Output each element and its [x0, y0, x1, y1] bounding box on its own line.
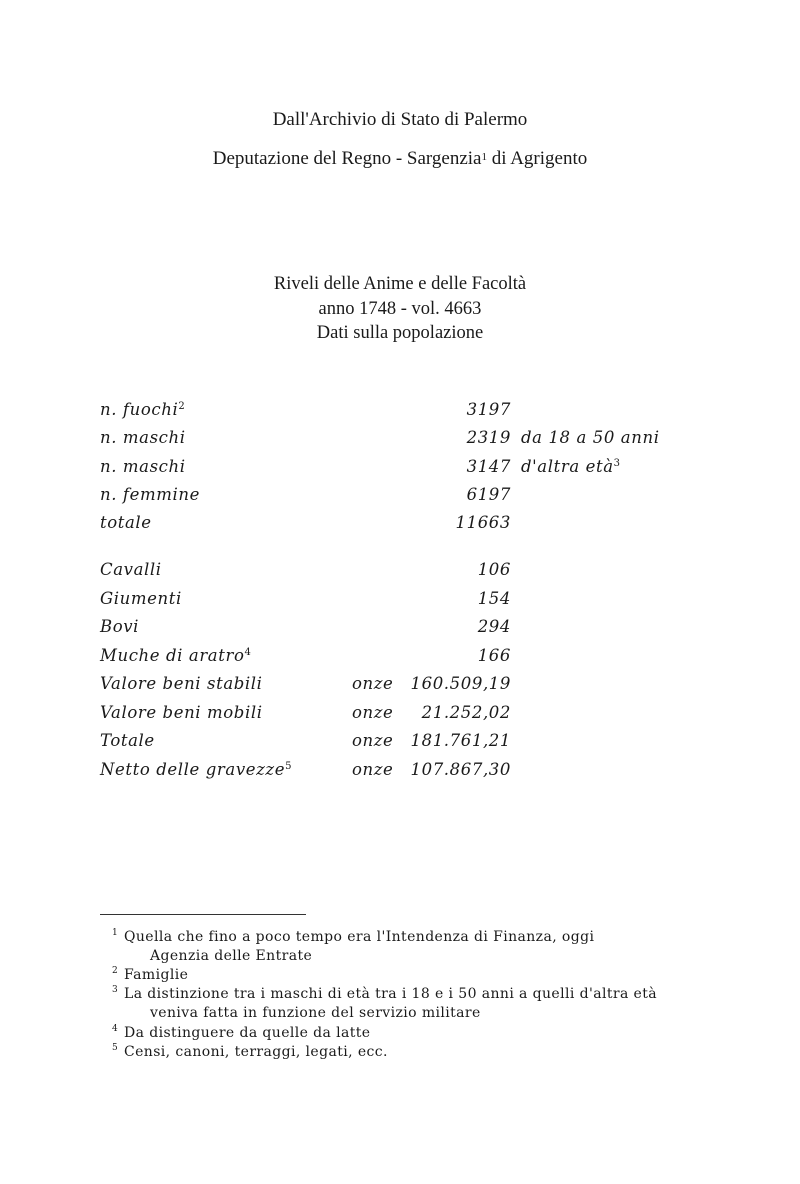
- row-label-text: Cavalli: [100, 560, 162, 579]
- row-note-text: da 18 a 50 anni: [521, 428, 660, 447]
- table-row: [0, 397, 800, 423]
- footnote-text: Famiglie: [124, 967, 189, 983]
- row-currency: onze: [352, 674, 394, 693]
- row-value: 21.252,02: [421, 703, 511, 722]
- row-label-text: n. fuochi: [100, 400, 179, 419]
- section-year: anno 1748 - vol. 4663: [318, 298, 482, 319]
- footnote-divider: [100, 914, 306, 915]
- row-label: [100, 586, 182, 612]
- row-currency: onze: [352, 731, 394, 750]
- row-note: [521, 425, 660, 451]
- row-label-text: Valore beni mobili: [100, 703, 263, 722]
- section-title: Riveli delle Anime e delle Facoltà: [273, 274, 527, 294]
- row-value: 11663: [455, 513, 511, 532]
- archive-title: Dall'Archivio di Stato di Palermo: [272, 109, 528, 130]
- row-value: 6197: [466, 485, 511, 504]
- row-label: [100, 757, 292, 783]
- footnote-continuation: veniva fatta in funzione del servizio militare: [150, 1005, 481, 1021]
- row-note-text: d'altra età: [521, 457, 614, 476]
- row-value: 294: [477, 617, 511, 636]
- footnote-text: Da distinguere da quelle da latte: [124, 1025, 371, 1041]
- row-label-text: Totale: [100, 731, 155, 750]
- table-row: [0, 454, 800, 480]
- footnote-number: 5: [112, 1043, 119, 1053]
- footnote-continuation: Agenzia delle Entrate: [150, 948, 313, 964]
- footnote-ref: 5: [285, 761, 293, 772]
- table-row: [0, 557, 800, 583]
- footnote-ref: 4: [244, 647, 252, 658]
- row-value: 2319: [466, 428, 511, 447]
- table-row: [0, 510, 800, 536]
- row-label-text: n. femmine: [100, 485, 200, 504]
- deputation-title-text: Deputazione del Regno - Sargenzia: [212, 148, 482, 169]
- row-label-text: totale: [100, 513, 152, 532]
- table-row: [0, 728, 800, 754]
- row-label: [100, 728, 155, 754]
- row-label: [100, 557, 162, 583]
- row-label: [100, 454, 186, 480]
- row-currency: onze: [352, 760, 394, 779]
- row-label-text: Muche di aratro: [100, 646, 245, 665]
- row-value: 181.761,21: [410, 731, 511, 750]
- table-row: [0, 757, 800, 783]
- table-row: [0, 643, 800, 669]
- footnote-text: La distinzione tra i maschi di età tra i 18 e i 50 anni a quelli d'altra età: [124, 986, 657, 1002]
- row-value: 154: [477, 589, 511, 608]
- row-value: 3197: [466, 400, 511, 419]
- row-value: 160.509,19: [410, 674, 511, 693]
- table-row: [0, 586, 800, 612]
- row-value: 107.867,30: [410, 760, 511, 779]
- row-label: [100, 510, 152, 536]
- table-row: [0, 482, 800, 508]
- footnote-ref: 2: [178, 401, 186, 412]
- footnote-number: 3: [112, 985, 119, 995]
- row-value: 106: [477, 560, 511, 579]
- footnote-ref: 1: [481, 151, 487, 163]
- footnote-ref: 3: [613, 458, 621, 469]
- row-value: 3147: [466, 457, 511, 476]
- deputation-title-suffix: di Agrigento: [486, 148, 588, 169]
- row-label: [100, 700, 263, 726]
- row-label-text: n. maschi: [100, 457, 186, 476]
- row-label-text: Bovi: [100, 617, 140, 636]
- row-label-text: n. maschi: [100, 428, 186, 447]
- deputation-title: [0, 147, 800, 171]
- table-row: [0, 671, 800, 697]
- row-label: [100, 397, 185, 423]
- row-currency: onze: [352, 703, 394, 722]
- row-label: [100, 425, 186, 451]
- section-heading: [0, 272, 800, 346]
- row-label: [100, 614, 139, 640]
- row-label: [100, 482, 200, 508]
- table-row: [0, 700, 800, 726]
- row-label: [100, 643, 251, 669]
- row-note: [521, 454, 621, 480]
- footnote-number: 1: [112, 928, 119, 938]
- footnote-number: 4: [112, 1024, 119, 1034]
- table-row: [0, 614, 800, 640]
- row-label-text: Netto delle gravezze: [100, 760, 286, 779]
- footnote-text: Censi, canoni, terraggi, legati, ecc.: [124, 1044, 388, 1060]
- footnote-text: Quella che fino a poco tempo era l'Intendenza di Finanza, oggi: [124, 929, 595, 945]
- table-row: [0, 425, 800, 451]
- section-subtitle: Dati sulla popolazione: [316, 323, 484, 343]
- row-label-text: Giumenti: [100, 589, 182, 608]
- row-label: [100, 671, 263, 697]
- footnote-number: 2: [112, 966, 119, 976]
- row-value: 166: [477, 646, 511, 665]
- row-label-text: Valore beni stabili: [100, 674, 263, 693]
